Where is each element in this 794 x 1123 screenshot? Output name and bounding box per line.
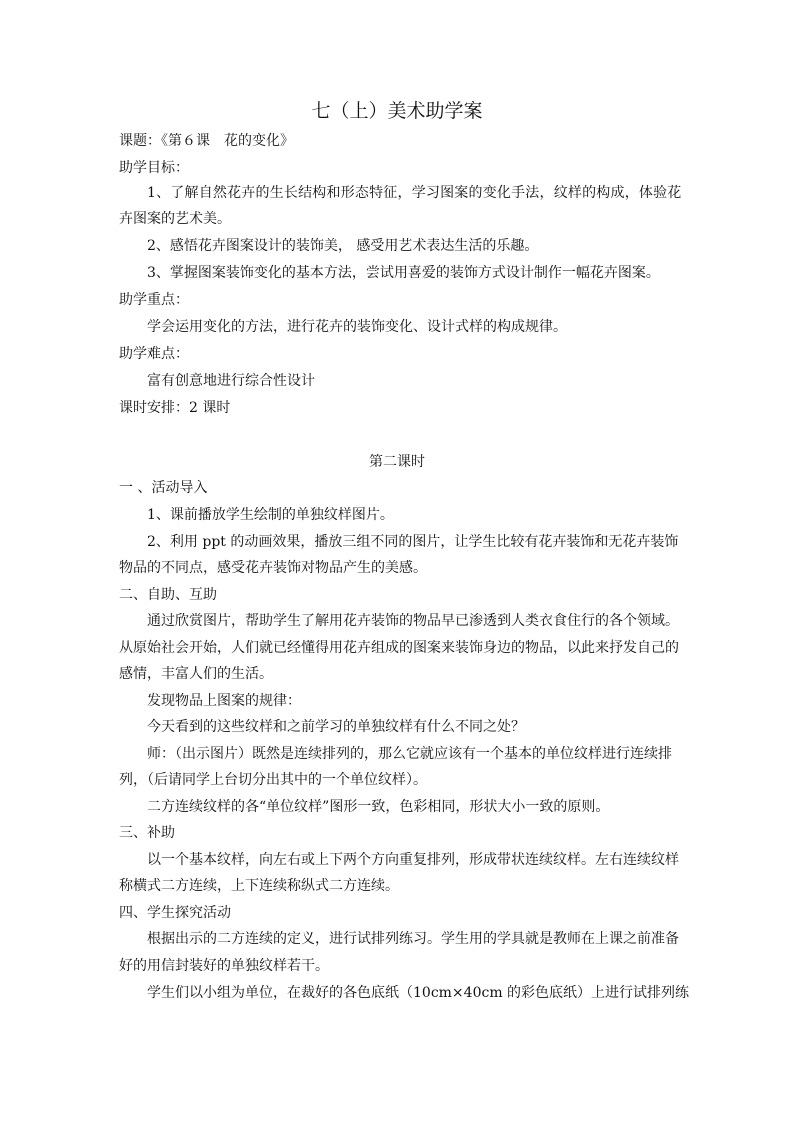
- paragraph-line: 二方连续纹样的各“单位纹样”图形一致，色彩相同，形状大小一致的原则。: [147, 799, 610, 815]
- section4-heading: 四、学生探究活动: [119, 905, 231, 921]
- section3-heading: 三、补助: [119, 825, 175, 841]
- goal-line: 卉图案的艺术美。: [119, 211, 231, 227]
- paragraph-line: 2、利用 ppt 的动画效果，播放三组不同的图片，让学生比较有花卉装饰和无花卉装饰: [147, 534, 679, 550]
- goal-line: 1、了解自然花卉的生长结构和形态特征，学习图案的变化手法，纹样的构成，体验花: [147, 185, 682, 201]
- paragraph-line: 称横式二方连续，上下连续称纵式二方连续。: [119, 878, 399, 894]
- paragraph-line: 通过欣赏图片，帮助学生了解用花卉装饰的物品早已渗透到人类衣食住行的各个领域。: [147, 613, 679, 629]
- difficulty-point: 富有创意地进行综合性设计: [147, 373, 315, 389]
- paragraph-line: 发现物品上图案的规律：: [147, 693, 301, 709]
- paragraph-line: 感情，丰富人们的生活。: [119, 666, 273, 682]
- difficulty-heading: 助学难点：: [119, 346, 189, 362]
- paragraph-line: 好的用信封装好的单独纹样若干。: [119, 958, 329, 974]
- paragraph-line: 从原始社会开始，人们就已经懂得用花卉组成的图案来装饰身边的物品，以此来抒发自己的: [119, 640, 679, 656]
- key-point: 学会运用变化的方法，进行花卉的装饰变化、设计式样的构成规律。: [147, 319, 567, 335]
- key-heading: 助学重点：: [119, 292, 189, 308]
- goals-heading: 助学目标：: [119, 160, 189, 176]
- paragraph-line: 根据出示的二方连续的定义，进行试排列练习。学生用的学具就是教师在上课之前准备: [147, 931, 679, 947]
- schedule: 课时安排：2 课时: [119, 400, 231, 416]
- page-title: 七（上）美术助学案: [311, 100, 483, 122]
- paragraph-line: 师：（出示图片）既然是连续排列的，那么它就应该有一个基本的单位纹样进行连续排: [147, 746, 672, 762]
- goal-line: 2、感悟花卉图案设计的装饰美， 感受用艺术表达生活的乐趣。: [147, 238, 539, 254]
- goal-line: 3、掌握图案装饰变化的基本方法，尝试用喜爱的装饰方式设计制作一幅花卉图案。: [147, 265, 660, 281]
- paragraph-line: 物品的不同点，感受花卉装饰对物品产生的美感。: [119, 560, 427, 576]
- paragraph-line: 学生们以小组为单位，在裁好的各色底纸（10cm×40cm 的彩色底纸）上进行试排列练: [147, 985, 690, 1001]
- paragraph-line: 列，（后请同学上台切分出其中的一个单位纹样）。: [119, 772, 427, 788]
- lesson-title: 课题：《第６课 花的变化》: [119, 133, 294, 149]
- section2-heading: 二、自助、互助: [119, 587, 217, 603]
- section1-heading: 一 、活动导入: [119, 480, 208, 496]
- paragraph-line: 1、课前播放学生绘制的单独纹样图片。: [147, 507, 394, 523]
- paragraph-line: 以一个基本纹样，向左右或上下两个方向重复排列，形成带状连续纹样。左右连续纹样: [147, 852, 679, 868]
- period-title: 第二课时: [369, 454, 425, 470]
- paragraph-line: 今天看到的这些纹样和之前学习的单独纹样有什么不同之处？: [147, 719, 525, 735]
